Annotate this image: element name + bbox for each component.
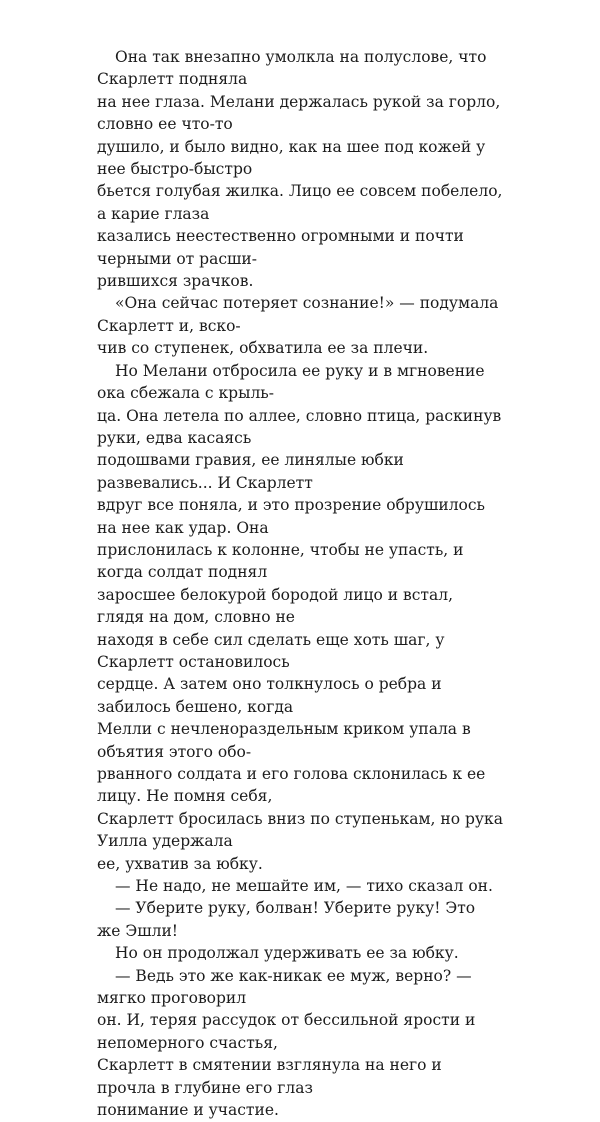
body-text bbox=[97, 46, 503, 1122]
paragraph-7: — Ведь это же как-никак ее муж, верно? — мягко проговорил он. И, теряя рассудок от бессильной ярости и непомерного счастья, Скарлетт в смятении взглянула на него и прочла в глубине его глаз понимание и участие. bbox=[97, 966, 476, 1120]
paragraph-6: Но он продолжал удерживать ее за юбку. bbox=[115, 944, 459, 963]
paragraph-3: Но Мелани отбросила ее руку и в мгновение ока сбежала с крыль- ца. Она летела по аллее, словно птица, раскинув руки, едва касаясь подошвами гравия, ее линялые юбки развевались... И Скарлетт вдруг все поняла, и это прозрение обрушилось на нее как удар. Она прислонилась к колонне, чтобы не упасть, и когда солдат поднял заросшее белокурой бородой лицо и встал, глядя на дом, словно не находя в себе сил сделать еще хоть шаг, у Скарлетт остановилось сердце. А затем оно толкнулось о ребра и забилось бешено, когда Мелли с нечленораздельным криком упала в объятия этого обо- рванного солдата и его голова склонилась к ее лицу. Не помня себя, Скарлетт бросилась вниз по ступенькам, но рука Уилла удержала ее, ухватив за юбку. bbox=[97, 361, 503, 873]
paragraph-4: — Не надо, не мешайте им, — тихо сказал он. bbox=[115, 877, 493, 896]
paragraph-2: «Она сейчас потеряет сознание!» — подумала Скарлетт и, вско- чив со ступенек, обхватила ее за плечи. bbox=[97, 294, 499, 358]
paragraph-5: — Уберите руку, болван! Уберите руку! Это же Эшли! bbox=[97, 899, 476, 940]
paragraph-1: Она так внезапно умолкла на полуслове, что Скарлетт подняла на нее глаза. Мелани держалась рукой за горло, словно ее что-то душило, и было видно, как на шее под кожей у нее быстро-быстро бьется голубая жилка. Лицо ее совсем побелело, а карие глаза казались неестественно огромными и почти черными от расши- рившихся зрачков. bbox=[97, 48, 503, 291]
